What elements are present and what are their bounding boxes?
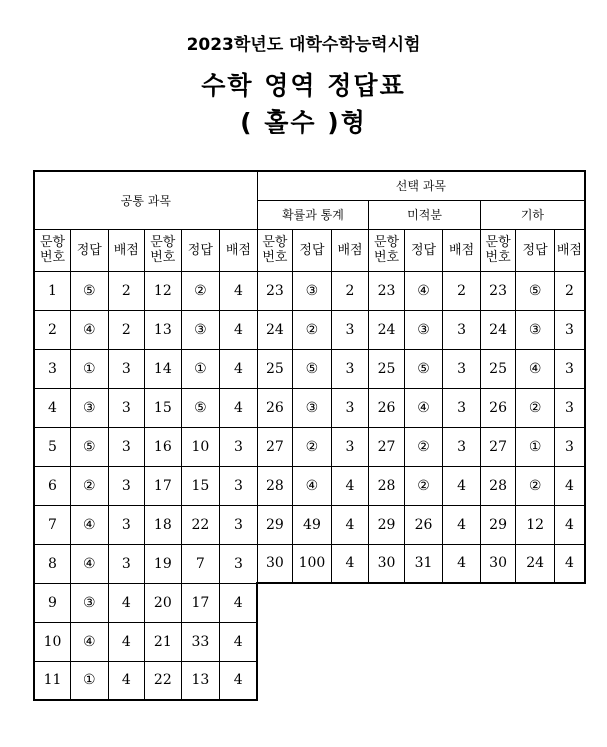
common-right-pts-cell: 3: [220, 544, 258, 583]
prob-stats-ans-cell: ④: [293, 466, 332, 505]
common-right-ans-cell: 15: [181, 466, 220, 505]
table-row: [34, 505, 585, 544]
calculus-ans-cell: ⑤: [404, 349, 443, 388]
common-left-num-cell: 10: [34, 622, 71, 661]
calculus-ans-cell: ③: [404, 310, 443, 349]
common-right-pts-cell: 4: [220, 622, 258, 661]
calculus-ans-cell: ②: [404, 466, 443, 505]
table-row: [34, 466, 585, 505]
common-left-pts-cell: 3: [108, 505, 145, 544]
empty-cell: [404, 622, 443, 661]
common-left-pts-cell: 3: [108, 427, 145, 466]
prob-stats-num-cell: 23: [257, 271, 293, 310]
geometry-pts-cell: 3: [554, 427, 585, 466]
empty-cell: [443, 661, 481, 700]
empty-cell: [369, 622, 405, 661]
geometry-ans-cell: ①: [516, 427, 555, 466]
prob-stats-ans-cell: ③: [293, 271, 332, 310]
common-left-pts-cell: 3: [108, 544, 145, 583]
common-left-num-cell: 1: [34, 271, 71, 310]
prob-stats-pts-cell: 4: [331, 544, 369, 583]
geometry-pts-cell: 3: [554, 310, 585, 349]
geometry-num-cell: 26: [480, 388, 516, 427]
column-header-num: 문항 번호: [34, 229, 71, 271]
calculus-num-cell: 23: [369, 271, 405, 310]
common-right-num-cell: 12: [145, 271, 182, 310]
common-right-ans-cell: ②: [181, 271, 220, 310]
prob-stats-pts-cell: 4: [331, 466, 369, 505]
geometry-pts-cell: 3: [554, 388, 585, 427]
common-right-num-cell: 20: [145, 583, 182, 622]
geometry-pts-cell: 2: [554, 271, 585, 310]
common-right-pts-cell: 4: [220, 583, 258, 622]
empty-cell: [480, 661, 516, 700]
prob-stats-num-cell: 28: [257, 466, 293, 505]
common-left-num-cell: 5: [34, 427, 71, 466]
common-left-pts-cell: 3: [108, 388, 145, 427]
calculus-ans-cell: ④: [404, 271, 443, 310]
table-row: [34, 583, 585, 622]
common-left-pts-cell: 3: [108, 349, 145, 388]
geometry-pts-cell: 3: [554, 349, 585, 388]
exam-type: ( 홀수 )형: [240, 108, 367, 137]
empty-cell: [480, 583, 516, 622]
page-title: 수학 영역 정답표: [201, 71, 406, 100]
calculus-pts-cell: 4: [443, 544, 481, 583]
prob-stats-num-cell: 29: [257, 505, 293, 544]
geometry-num-cell: 24: [480, 310, 516, 349]
common-right-pts-cell: 3: [220, 505, 258, 544]
common-right-pts-cell: 3: [220, 466, 258, 505]
common-right-ans-cell: 10: [181, 427, 220, 466]
common-left-ans-cell: ⑤: [71, 271, 109, 310]
empty-cell: [331, 661, 369, 700]
geometry-ans-cell: ⑤: [516, 271, 555, 310]
table-row: [34, 622, 585, 661]
common-left-ans-cell: ①: [71, 349, 109, 388]
column-header-num: 문항 번호: [480, 229, 516, 271]
common-right-num-cell: 16: [145, 427, 182, 466]
common-left-ans-cell: ④: [71, 544, 109, 583]
common-right-ans-cell: ③: [181, 310, 220, 349]
empty-cell: [331, 622, 369, 661]
prob-stats-pts-cell: 4: [331, 505, 369, 544]
empty-cell: [443, 622, 481, 661]
calculus-pts-cell: 3: [443, 388, 481, 427]
column-header-ans: 정답: [516, 229, 555, 271]
common-right-num-cell: 21: [145, 622, 182, 661]
column-header-pts: 배점: [108, 229, 145, 271]
geometry-num-cell: 27: [480, 427, 516, 466]
calculus-num-cell: 29: [369, 505, 405, 544]
prob-stats-num-cell: 30: [257, 544, 293, 583]
common-right-ans-cell: 22: [181, 505, 220, 544]
common-left-ans-cell: ③: [71, 388, 109, 427]
prob-stats-num-cell: 24: [257, 310, 293, 349]
common-left-ans-cell: ①: [71, 661, 109, 700]
calculus-num-cell: 28: [369, 466, 405, 505]
empty-cell: [293, 661, 332, 700]
answer-table: [33, 170, 586, 701]
table-row: [34, 388, 585, 427]
prob-stats-pts-cell: 2: [331, 271, 369, 310]
geometry-ans-cell: ②: [516, 388, 555, 427]
prob-stats-pts-cell: 3: [331, 388, 369, 427]
common-left-num-cell: 4: [34, 388, 71, 427]
common-right-ans-cell: ⑤: [181, 388, 220, 427]
empty-cell: [293, 622, 332, 661]
calculus-num-cell: 25: [369, 349, 405, 388]
common-left-pts-cell: 4: [108, 661, 145, 700]
common-left-ans-cell: ④: [71, 505, 109, 544]
prob-stats-num-cell: 26: [257, 388, 293, 427]
calculus-num-cell: 24: [369, 310, 405, 349]
calculus-ans-cell: ②: [404, 427, 443, 466]
common-right-pts-cell: 4: [220, 349, 258, 388]
common-left-pts-cell: 2: [108, 310, 145, 349]
empty-cell: [516, 622, 555, 661]
prob-stats-header: 확률과 통계: [257, 200, 369, 229]
elective-subject-header: 선택 과목: [257, 171, 585, 200]
common-left-ans-cell: ⑤: [71, 427, 109, 466]
calculus-ans-cell: 31: [404, 544, 443, 583]
calculus-num-cell: 27: [369, 427, 405, 466]
geometry-num-cell: 30: [480, 544, 516, 583]
empty-cell: [257, 583, 293, 622]
geometry-pts-cell: 4: [554, 544, 585, 583]
column-header-ans: 정답: [71, 229, 109, 271]
empty-cell: [331, 583, 369, 622]
common-left-num-cell: 11: [34, 661, 71, 700]
common-left-ans-cell: ③: [71, 583, 109, 622]
geometry-ans-cell: ②: [516, 466, 555, 505]
empty-cell: [554, 583, 585, 622]
table-row: [34, 544, 585, 583]
calculus-num-cell: 26: [369, 388, 405, 427]
column-header-num: 문항 번호: [369, 229, 405, 271]
calculus-pts-cell: 4: [443, 505, 481, 544]
prob-stats-pts-cell: 3: [331, 427, 369, 466]
common-right-pts-cell: 4: [220, 271, 258, 310]
calculus-pts-cell: 3: [443, 427, 481, 466]
prob-stats-num-cell: 27: [257, 427, 293, 466]
column-header-num: 문항 번호: [145, 229, 182, 271]
empty-cell: [443, 583, 481, 622]
empty-cell: [554, 622, 585, 661]
common-right-ans-cell: 17: [181, 583, 220, 622]
empty-cell: [369, 661, 405, 700]
common-left-pts-cell: 3: [108, 466, 145, 505]
common-right-ans-cell: 7: [181, 544, 220, 583]
common-subject-header: 공통 과목: [34, 171, 257, 229]
column-header-num: 문항 번호: [257, 229, 293, 271]
column-header-ans: 정답: [181, 229, 220, 271]
geometry-num-cell: 29: [480, 505, 516, 544]
prob-stats-ans-cell: 49: [293, 505, 332, 544]
column-header-ans: 정답: [404, 229, 443, 271]
common-right-pts-cell: 4: [220, 388, 258, 427]
prob-stats-pts-cell: 3: [331, 349, 369, 388]
exam-title: 2023학년도 대학수학능력시험: [186, 35, 421, 55]
prob-stats-ans-cell: ⑤: [293, 349, 332, 388]
calculus-ans-cell: ④: [404, 388, 443, 427]
common-right-pts-cell: 3: [220, 427, 258, 466]
common-left-pts-cell: 2: [108, 271, 145, 310]
common-right-num-cell: 15: [145, 388, 182, 427]
empty-cell: [516, 661, 555, 700]
common-left-num-cell: 8: [34, 544, 71, 583]
geometry-pts-cell: 4: [554, 466, 585, 505]
calculus-ans-cell: 26: [404, 505, 443, 544]
common-right-pts-cell: 4: [220, 310, 258, 349]
column-header-pts: 배점: [331, 229, 369, 271]
prob-stats-ans-cell: 100: [293, 544, 332, 583]
empty-cell: [554, 661, 585, 700]
geometry-num-cell: 23: [480, 271, 516, 310]
common-left-num-cell: 6: [34, 466, 71, 505]
empty-cell: [516, 583, 555, 622]
empty-cell: [480, 622, 516, 661]
common-left-num-cell: 2: [34, 310, 71, 349]
empty-cell: [257, 661, 293, 700]
table-row: [34, 310, 585, 349]
common-right-num-cell: 19: [145, 544, 182, 583]
prob-stats-ans-cell: ②: [293, 427, 332, 466]
geometry-ans-cell: 12: [516, 505, 555, 544]
calculus-header: 미적분: [369, 200, 481, 229]
geometry-pts-cell: 4: [554, 505, 585, 544]
common-right-ans-cell: ①: [181, 349, 220, 388]
common-left-num-cell: 7: [34, 505, 71, 544]
common-right-num-cell: 14: [145, 349, 182, 388]
calculus-pts-cell: 2: [443, 271, 481, 310]
common-left-ans-cell: ②: [71, 466, 109, 505]
column-header-pts: 배점: [443, 229, 481, 271]
common-right-num-cell: 22: [145, 661, 182, 700]
geometry-num-cell: 25: [480, 349, 516, 388]
common-right-ans-cell: 13: [181, 661, 220, 700]
common-left-num-cell: 3: [34, 349, 71, 388]
common-right-num-cell: 13: [145, 310, 182, 349]
table-row: [34, 427, 585, 466]
geometry-header: 기하: [480, 200, 585, 229]
common-left-ans-cell: ④: [71, 622, 109, 661]
table-row: [34, 349, 585, 388]
geometry-ans-cell: ④: [516, 349, 555, 388]
calculus-pts-cell: 4: [443, 466, 481, 505]
prob-stats-ans-cell: ②: [293, 310, 332, 349]
common-left-pts-cell: 4: [108, 622, 145, 661]
common-left-ans-cell: ④: [71, 310, 109, 349]
column-header-pts: 배점: [554, 229, 585, 271]
common-right-num-cell: 17: [145, 466, 182, 505]
calculus-pts-cell: 3: [443, 349, 481, 388]
common-right-num-cell: 18: [145, 505, 182, 544]
calculus-pts-cell: 3: [443, 310, 481, 349]
empty-cell: [369, 583, 405, 622]
column-header-ans: 정답: [293, 229, 332, 271]
common-left-num-cell: 9: [34, 583, 71, 622]
prob-stats-pts-cell: 3: [331, 310, 369, 349]
prob-stats-num-cell: 25: [257, 349, 293, 388]
table-row: [34, 271, 585, 310]
empty-cell: [404, 661, 443, 700]
geometry-ans-cell: 24: [516, 544, 555, 583]
empty-cell: [293, 583, 332, 622]
calculus-num-cell: 30: [369, 544, 405, 583]
common-left-pts-cell: 4: [108, 583, 145, 622]
prob-stats-ans-cell: ③: [293, 388, 332, 427]
table-row: [34, 661, 585, 700]
geometry-ans-cell: ③: [516, 310, 555, 349]
empty-cell: [257, 622, 293, 661]
column-header-pts: 배점: [220, 229, 258, 271]
common-right-pts-cell: 4: [220, 661, 258, 700]
geometry-num-cell: 28: [480, 466, 516, 505]
common-right-ans-cell: 33: [181, 622, 220, 661]
empty-cell: [404, 583, 443, 622]
